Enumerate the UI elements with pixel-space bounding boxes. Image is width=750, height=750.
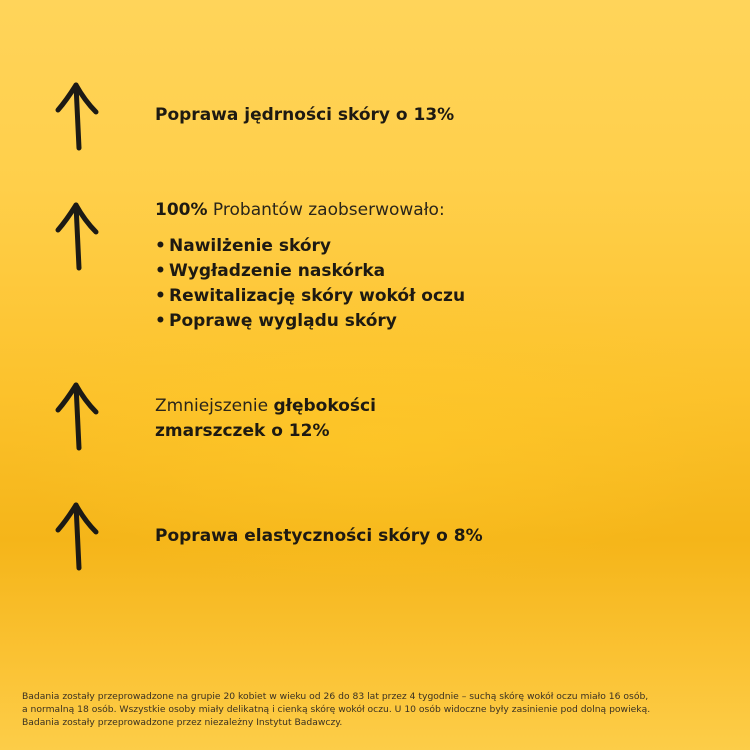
study-footnote xyxy=(22,690,737,729)
benefit-observations xyxy=(155,198,465,334)
footnote-line: a normalną 18 osób. Wszystkie osoby miały delikatną i cienką skórę wokół oczu. U 10 osób widoczne były zasinienie pod dolną powieką. xyxy=(22,704,651,715)
arrow-up-icon xyxy=(50,80,106,152)
arrow-up-icon xyxy=(50,380,106,452)
list-item-label: Poprawę wyglądu skóry xyxy=(169,311,397,331)
bullet-icon: • xyxy=(155,261,166,281)
list-item-label: Rewitalizację skóry wokół oczu xyxy=(169,286,466,306)
observations-list xyxy=(155,234,465,334)
wrinkles-line-1 xyxy=(155,394,376,419)
wrinkles-light-text: Zmniejszenie xyxy=(155,396,274,416)
list-item xyxy=(155,284,465,309)
wrinkles-line-2: zmarszczek o 12% xyxy=(155,421,330,441)
heading-text: Probantów zaobserwowało: xyxy=(207,200,445,220)
observations-heading xyxy=(155,198,465,223)
wrinkles-bold-text: głębokości xyxy=(273,396,376,416)
arrow-up-icon xyxy=(50,200,106,272)
list-item xyxy=(155,234,465,259)
footnote-line: Badania zostały przeprowadzone na grupie 20 kobiet w wieku od 26 do 83 lat przez 4 tygodnie – suchą skórę wokół oczu miało 16 osób, xyxy=(22,691,649,702)
list-item-label: Nawilżenie skóry xyxy=(169,236,331,256)
footnote-line: Badania zostały przeprowadzone przez niezależny Instytut Badawczy. xyxy=(22,717,343,728)
list-item xyxy=(155,309,465,334)
bullet-icon: • xyxy=(155,286,166,306)
list-item-label: Wygładzenie naskórka xyxy=(169,261,386,281)
arrow-up-icon xyxy=(50,500,106,572)
benefit-wrinkles xyxy=(155,394,376,444)
benefit-elasticity: Poprawa elastyczności skóry o 8% xyxy=(155,526,483,546)
percent-label: 100% xyxy=(155,200,208,220)
list-item xyxy=(155,259,465,284)
benefit-firmness: Poprawa jędrności skóry o 13% xyxy=(155,105,455,125)
bullet-icon: • xyxy=(155,311,166,331)
bullet-icon: • xyxy=(155,236,166,256)
